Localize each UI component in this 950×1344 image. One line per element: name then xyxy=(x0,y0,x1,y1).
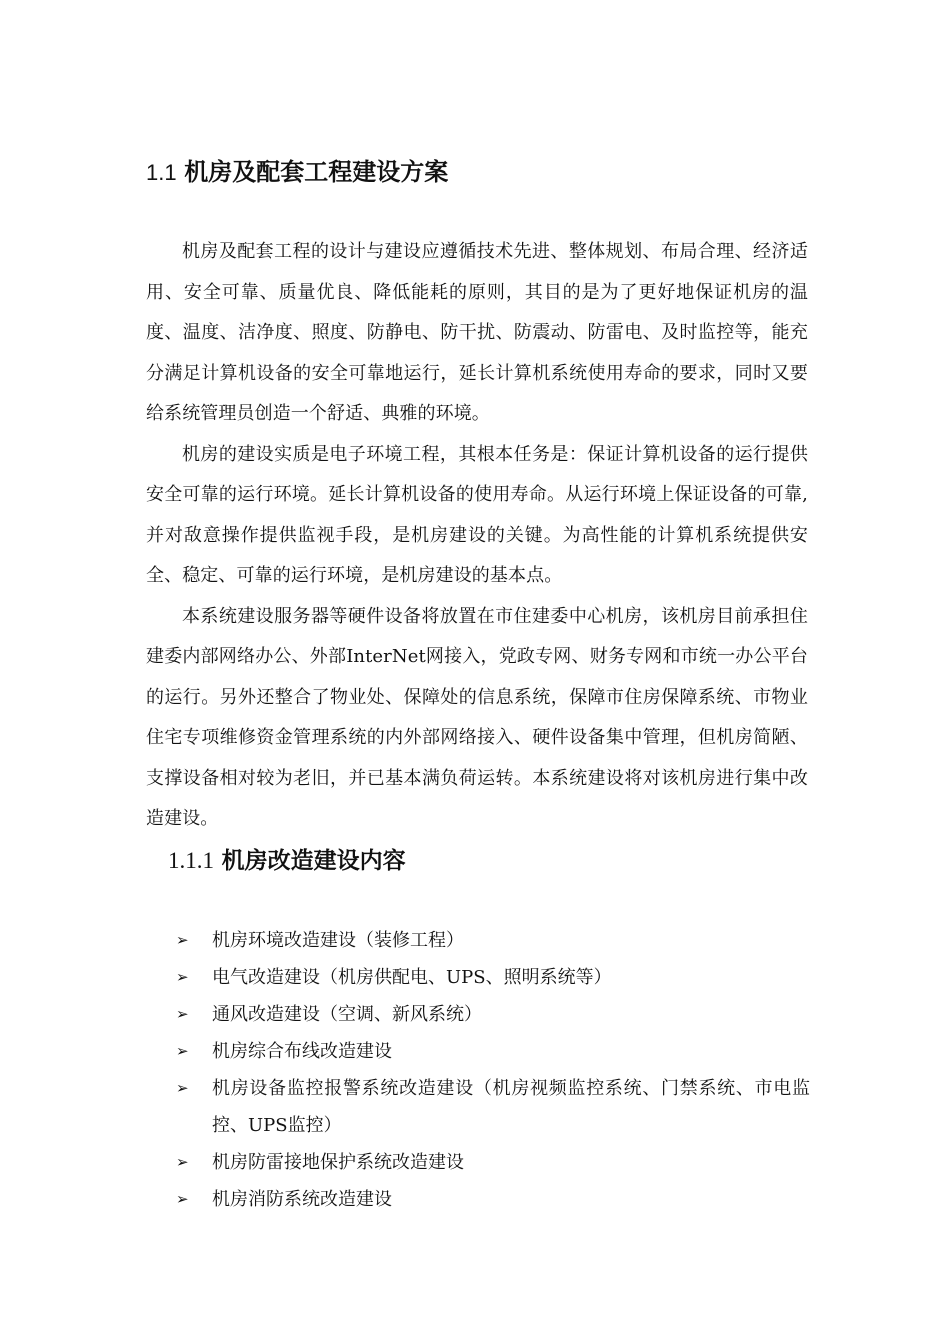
subsection-heading xyxy=(168,842,406,879)
list-item-text: 通风改造建设（空调、新风系统） xyxy=(212,1004,482,1025)
section-heading xyxy=(146,154,448,191)
list-item-text: 机房消防系统改造建设 xyxy=(212,1189,392,1210)
list-item-text: 机房综合布线改造建设 xyxy=(212,1041,392,1062)
list-item xyxy=(176,1144,810,1181)
section-body xyxy=(146,232,808,840)
list-item-text: 机房防雷接地保护系统改造建设 xyxy=(212,1152,464,1173)
list-item xyxy=(176,1033,810,1070)
arrow-bullet-icon: ➢ xyxy=(176,1153,189,1171)
subsection-title: 机房改造建设内容 xyxy=(221,848,406,874)
subsection-number: 1.1.1 xyxy=(168,848,214,873)
bullet-list xyxy=(176,922,810,1218)
arrow-bullet-icon: ➢ xyxy=(176,1190,189,1208)
list-item-text: 机房设备监控报警系统改造建设（机房视频监控系统、门禁系统、市电监控、UPS监控） xyxy=(212,1078,810,1136)
paragraph: 本系统建设服务器等硬件设备将放置在市住建委中心机房，该机房目前承担住建委内部网络办公、外部InterNet网接入，党政专网、财务专网和市统一办公平台的运行。另外还整合了物业处、保障处的信息系统，保障市住房保障系统、市物业住宅专项维修资金管理系统的内外部网络接入、硬件设备集中管理，但机房简陋、支撑设备相对较为老旧，并已基本满负荷运转。本系统建设将对该机房进行集中改造建设。 xyxy=(146,605,808,829)
arrow-bullet-icon: ➢ xyxy=(176,968,189,986)
list-item xyxy=(176,1070,810,1144)
arrow-bullet-icon: ➢ xyxy=(176,931,189,949)
section-number: 1.1 xyxy=(146,160,177,185)
section-title: 机房及配套工程建设方案 xyxy=(184,158,449,186)
list-item xyxy=(176,922,810,959)
list-item-text: 电气改造建设（机房供配电、UPS、照明系统等） xyxy=(212,967,612,988)
arrow-bullet-icon: ➢ xyxy=(176,1042,189,1060)
list-item-text: 机房环境改造建设（装修工程） xyxy=(212,930,464,951)
list-item xyxy=(176,1181,810,1218)
arrow-bullet-icon: ➢ xyxy=(176,1079,189,1097)
paragraph: 机房的建设实质是电子环境工程，其根本任务是：保证计算机设备的运行提供安全可靠的运行环境。延长计算机设备的使用寿命。从运行环境上保证设备的可靠,并对敌意操作提供监视手段，是机房建设的关键。为高性能的计算机系统提供安全、稳定、可靠的运行环境，是机房建设的基本点。 xyxy=(146,443,808,586)
list-item xyxy=(176,996,810,1033)
paragraph: 机房及配套工程的设计与建设应遵循技术先进、整体规划、布局合理、经济适用、安全可靠、质量优良、降低能耗的原则，其目的是为了更好地保证机房的温度、温度、洁净度、照度、防静电、防干扰、防震动、防雷电、及时监控等，能充分满足计算机设备的安全可靠地运行，延长计算机系统使用寿命的要求，同时又要给系统管理员创造一个舒适、典雅的环境。 xyxy=(146,241,808,424)
arrow-bullet-icon: ➢ xyxy=(176,1005,189,1023)
list-item xyxy=(176,959,810,996)
